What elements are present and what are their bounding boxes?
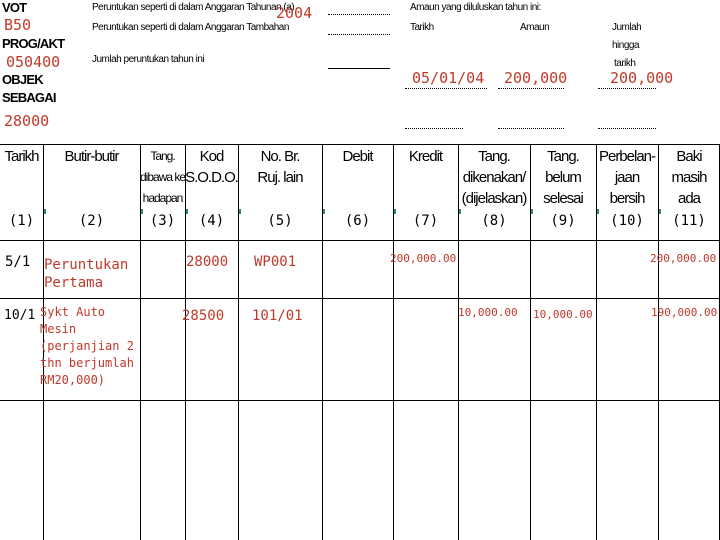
jumlah-peruntukan-label: Jumlah peruntukan tahun ini [92,54,205,65]
dotted-line [328,34,390,35]
header-bottom-border [0,240,720,241]
col-header-kredit: Kredit [408,148,443,165]
dotted-line [598,88,656,89]
row-ruj: 101/01 [252,308,303,324]
corner-mark [186,209,191,214]
col-number: (7) [412,213,439,229]
col-header-butir: Butir-butir [64,148,119,165]
col-header-debit: Debit [342,148,373,165]
row-butir: Sykt Auto Mesin (perjanjian 2 thn berjumlah RM20,000) [40,305,134,387]
jumlah-label: Jumlah [612,22,642,33]
corner-mark [239,209,244,214]
prog-label: PROG/AKT [2,36,65,51]
vot-value: B50 [4,16,32,34]
corner-mark [141,209,146,214]
peruntukan-tambahan-label: Peruntukan seperti di dalam Anggaran Tambahan [92,22,289,33]
column-divider [322,144,323,540]
corner-mark [323,209,328,214]
table-top-border [0,144,720,145]
jumlah-value: 200,000 [610,69,674,87]
solid-line [328,68,390,69]
row-tang-dikenakan: 10,000.00 [458,306,518,319]
corner-mark [659,209,664,214]
objek-value: 28000 [4,112,50,130]
row-tarikh: 5/1 [5,254,31,270]
col-header-tarikh: Tarikh [4,148,39,165]
col-number: (10) [610,213,644,229]
row-divider [0,298,720,299]
col-number: (9) [550,213,576,229]
col-number: (6) [344,213,371,229]
col-number: (11) [672,213,706,229]
col-header-tang-belum: Tang. belum selesai [543,148,583,207]
dotted-line [498,128,564,129]
col-number: (5) [267,213,293,229]
objek-label: OBJEK [2,72,43,87]
col-number: (1) [8,213,35,229]
corner-mark [459,209,464,214]
row-tang-belum: 10,000.00 [533,308,593,321]
amaun-diluluskan-label: Amaun yang diluluskan tahun ini: [410,2,541,13]
row-ruj: WP001 [254,254,297,270]
hingga-label: hingga [612,40,640,51]
col-header-kod: Kod S.O.D.O. [185,148,238,186]
tarikh-label: tarikh [614,58,636,69]
prog-value: 050400 [6,53,61,71]
dotted-line [598,128,656,129]
amaun-value: 200,000 [504,69,568,87]
corner-mark [531,209,536,214]
row-divider [0,400,720,401]
tarikh-value: 05/01/04 [412,69,485,87]
row-butir: Peruntukan Pertama [44,257,129,291]
col-header-tang-dikenakan: Tang. dikenakan/ (dijelaskan) [461,148,527,207]
col-number: (2) [78,213,105,229]
column-divider [185,144,186,540]
column-divider [238,144,239,540]
col-header-ruj: No. Br. Ruj. lain [257,148,303,186]
corner-mark [394,209,399,214]
dotted-line [328,14,390,15]
column-divider [393,144,394,540]
corner-mark [44,209,49,214]
sebagai-label: SEBAGAI [2,90,56,105]
row-baki: 190,000.00 [651,306,718,319]
row-baki: 200,000.00 [650,252,717,265]
tarikh-header-label: Tarikh [410,22,434,33]
peruntukan-tahunan-label: Peruntukan seperti di dalam Anggaran Tahunan (a) [92,2,295,13]
col-header-baki: Baki masih ada [671,148,707,207]
col-header-tang-dibawa: Tang. dibawa ke hadapan [140,149,186,205]
tahun-value: 2004 [276,4,313,22]
amaun-header-label: Amaun [520,22,550,33]
col-number: (3) [149,213,176,229]
corner-mark [597,209,602,214]
row-tarikh: 10/1 [4,308,36,323]
dotted-line [405,128,463,129]
row-kod: 28500 [182,308,225,324]
dotted-line [405,88,487,89]
vot-label: VOT [2,0,27,15]
dotted-line [498,88,564,89]
row-kredit: 200,000.00 [390,252,457,265]
col-header-perbelanjaan: Perbelan- jaan bersih [598,148,656,207]
row-kod: 28000 [186,254,229,270]
col-number: (4) [198,213,225,229]
col-number: (8) [481,213,507,229]
